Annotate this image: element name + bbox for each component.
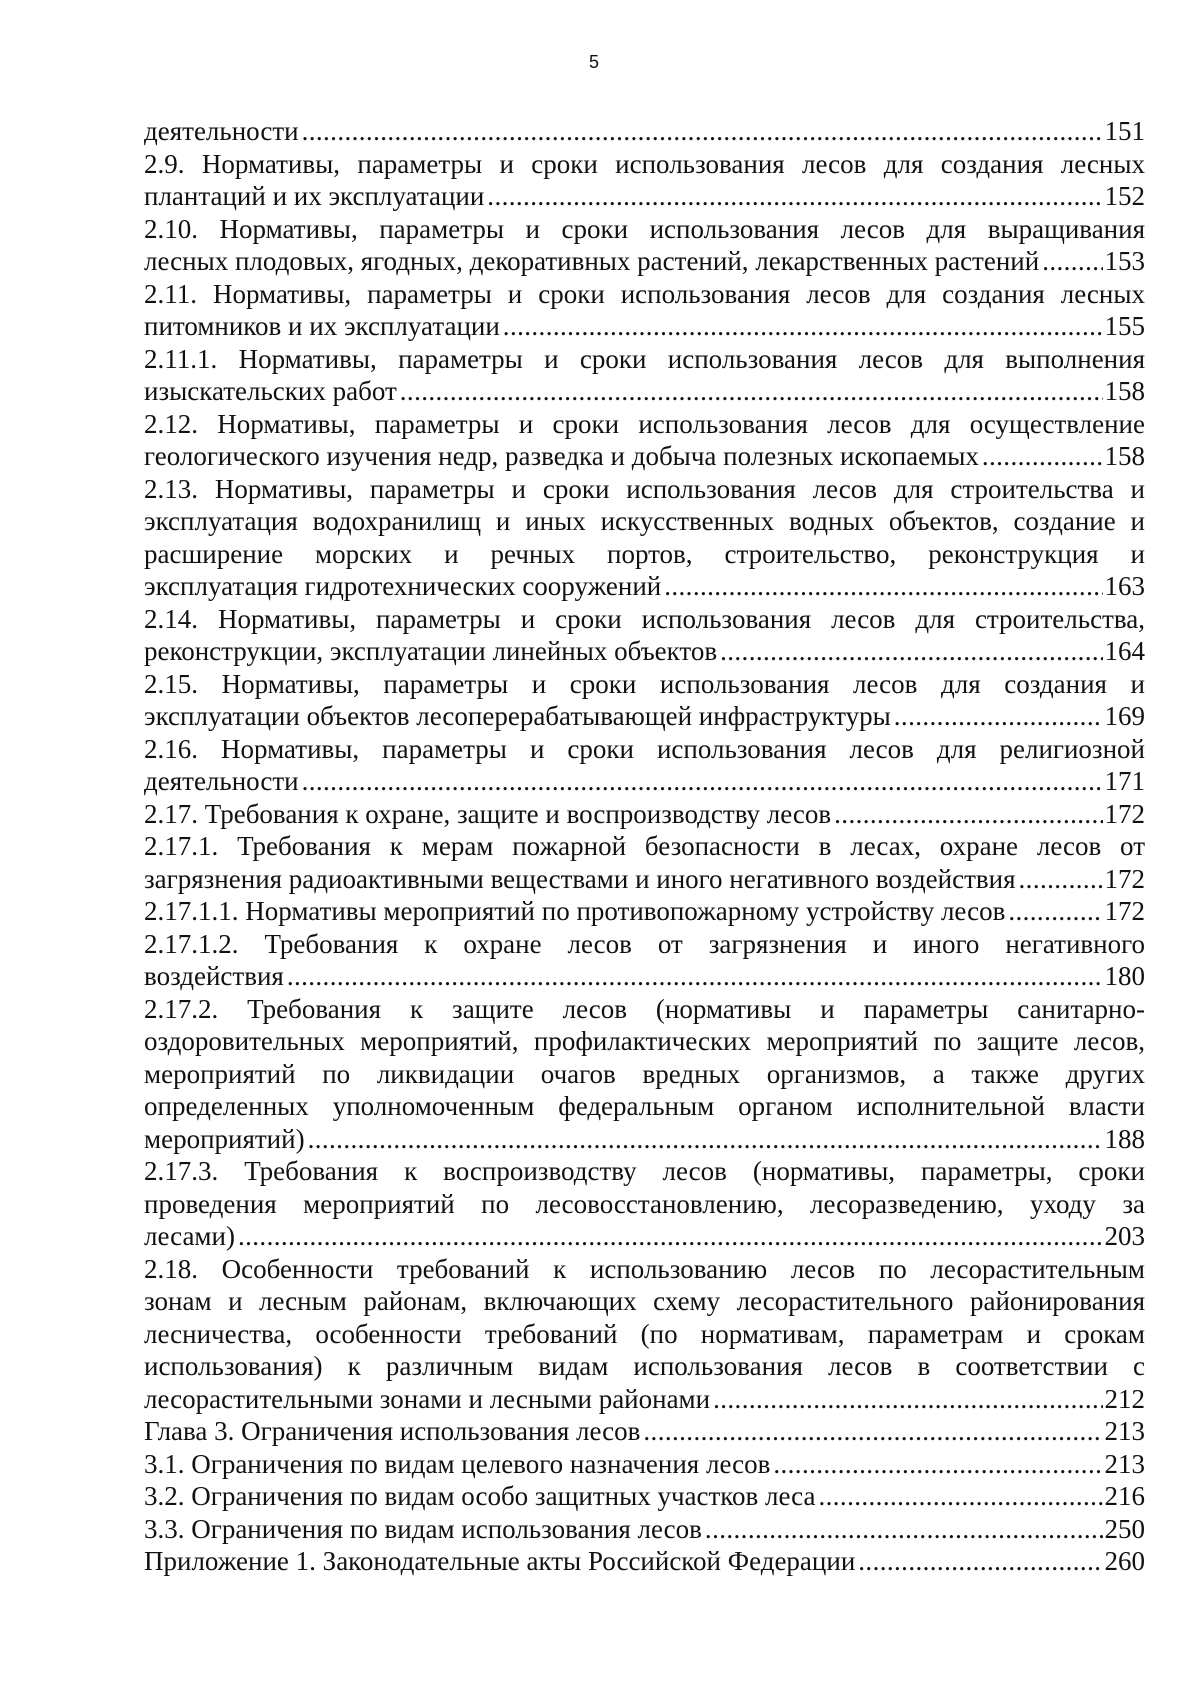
toc-entry-last-line xyxy=(144,895,1145,928)
dot-leader xyxy=(818,1480,1102,1513)
toc-page-number: 213 xyxy=(1104,1448,1145,1479)
toc-entry[interactable] xyxy=(144,1155,1145,1253)
toc-entry-line: определенных уполномоченным федеральным органом исполнительной власти xyxy=(144,1091,1145,1121)
toc-entry-last-line xyxy=(144,1480,1145,1513)
toc-entry-line: 2.17.2. Требования к защите лесов (нормативы и параметры санитарно- xyxy=(144,993,1145,1024)
toc-entry-title: плантаций и их эксплуатации xyxy=(144,181,485,211)
toc-page-number: 158 xyxy=(1104,441,1145,471)
dot-leader xyxy=(1019,863,1103,896)
toc-entry-line: 2.10. Нормативы, параметры и сроки использования лесов для выращивания xyxy=(144,213,1145,244)
dot-leader xyxy=(308,1123,1103,1156)
toc-entry-line: 2.17.3. Требования к воспроизводству лесов (нормативы, параметры, сроки xyxy=(144,1156,1145,1186)
toc-entry-line: мероприятий по ликвидации очагов вредных организмов, а также других xyxy=(144,1058,1145,1089)
toc-entry-last-line xyxy=(144,960,1145,993)
dot-leader xyxy=(894,700,1103,733)
toc-entry-title: Приложение 1. Законодательные акты Российской Федерации xyxy=(144,1546,856,1576)
toc-entry-last-line xyxy=(144,1513,1145,1546)
dot-leader xyxy=(705,1513,1103,1546)
toc-page-number: 172 xyxy=(1104,863,1145,894)
toc-entry-line: 2.16. Нормативы, параметры и сроки использования лесов для религиозной xyxy=(144,733,1145,764)
toc-entry[interactable] xyxy=(144,278,1145,343)
toc-entry-title: загрязнения радиоактивными веществами и иного негативного воздействия xyxy=(144,863,1016,894)
toc-entry-last-line xyxy=(144,375,1145,408)
toc-entry-title: 3.3. Ограничения по видам использования лесов xyxy=(144,1513,702,1544)
toc-page-number: 260 xyxy=(1104,1546,1145,1576)
toc-page-number: 213 xyxy=(1104,1416,1145,1446)
toc-entry-line: 2.18. Особенности требований к использованию лесов по лесорастительным xyxy=(144,1253,1145,1284)
toc-page-number: 169 xyxy=(1104,701,1145,731)
toc-entry[interactable] xyxy=(144,1448,1145,1481)
dot-leader xyxy=(487,180,1102,213)
toc-entry-line: 2.13. Нормативы, параметры и сроки использования лесов для строительства и xyxy=(144,473,1145,504)
toc-entry[interactable] xyxy=(144,603,1145,668)
toc-entry[interactable] xyxy=(144,798,1145,831)
toc-entry-title: деятельности xyxy=(144,116,299,146)
toc-entry-last-line xyxy=(144,180,1145,213)
toc-entry[interactable] xyxy=(144,830,1145,895)
dot-leader xyxy=(643,1415,1102,1448)
toc-page-number: 152 xyxy=(1104,181,1145,211)
toc-page-number: 172 xyxy=(1104,798,1145,829)
toc-page-number: 163 xyxy=(1104,571,1145,601)
toc-entry[interactable] xyxy=(144,408,1145,473)
toc-page-number: 250 xyxy=(1104,1513,1145,1544)
toc-page-number: 151 xyxy=(1104,116,1145,146)
toc-entry-line: зонам и лесным районам, включающих схему лесорастительного районирования xyxy=(144,1286,1145,1316)
toc-entry-line: лесничества, особенности требований (по нормативам, параметрам и срокам xyxy=(144,1318,1145,1349)
dot-leader xyxy=(238,1220,1103,1253)
dot-leader xyxy=(773,1448,1102,1481)
toc-entry-title: реконструкции, эксплуатации линейных объектов xyxy=(144,636,718,666)
toc-entry-last-line xyxy=(144,1415,1145,1448)
toc-entry-last-line xyxy=(144,245,1145,278)
toc-entry-line: 2.15. Нормативы, параметры и сроки использования лесов для создания и xyxy=(144,668,1145,699)
page-number: 5 xyxy=(588,52,599,72)
toc-entry[interactable] xyxy=(144,733,1145,798)
toc-entry[interactable] xyxy=(144,1480,1145,1513)
toc-entry[interactable] xyxy=(144,213,1145,278)
toc-page-number: 216 xyxy=(1104,1481,1145,1511)
toc-entry-last-line xyxy=(144,863,1145,896)
toc-entry-line: 2.17.1. Требования к мерам пожарной безопасности в лесах, охране лесов от xyxy=(144,831,1145,861)
toc-entry-title: изыскательских работ xyxy=(144,376,397,406)
toc-entry-line: 2.9. Нормативы, параметры и сроки использования лесов для создания лесных xyxy=(144,148,1145,179)
toc-entry-title: лесных плодовых, ягодных, декоративных растений, лекарственных растений xyxy=(144,246,1040,276)
toc-page-number: 203 xyxy=(1104,1221,1145,1251)
toc-entry-last-line xyxy=(144,1545,1145,1578)
dot-leader xyxy=(664,570,1102,603)
toc-entry-line: 2.14. Нормативы, параметры и сроки использования лесов для строительства, xyxy=(144,603,1145,634)
toc-entry-line: оздоровительных мероприятий, профилактических мероприятий по защите лесов, xyxy=(144,1026,1145,1056)
dot-leader xyxy=(302,765,1103,798)
dot-leader xyxy=(858,1545,1102,1578)
dot-leader xyxy=(713,1383,1102,1416)
toc-entry[interactable] xyxy=(144,115,1145,148)
toc-entry-last-line xyxy=(144,1448,1145,1481)
toc-entry-title: деятельности xyxy=(144,766,299,796)
table-of-contents xyxy=(144,115,1145,1578)
toc-entry-title: лесорастительными зонами и лесными районами xyxy=(144,1383,711,1414)
toc-entry-title: геологического изучения недр, разведка и добыча полезных ископаемых xyxy=(144,441,979,471)
toc-entry-title: 2.17. Требования к охране, защите и воспроизводству лесов xyxy=(144,798,832,829)
toc-entry-line: использования) к различным видам использования лесов в соответствии с xyxy=(144,1351,1145,1381)
toc-entry-title: Глава 3. Ограничения использования лесов xyxy=(144,1416,641,1446)
toc-entry-line: 2.11.1. Нормативы, параметры и сроки использования лесов для выполнения xyxy=(144,343,1145,374)
dot-leader xyxy=(834,798,1102,831)
toc-entry-title: мероприятий) xyxy=(144,1123,305,1154)
toc-page-number: 153 xyxy=(1104,246,1145,276)
toc-entry[interactable] xyxy=(144,895,1145,928)
toc-entry-last-line xyxy=(144,440,1145,473)
toc-entry-title: лесами) xyxy=(144,1221,235,1251)
toc-page-number: 172 xyxy=(1104,896,1145,926)
toc-entry[interactable] xyxy=(144,928,1145,993)
toc-entry[interactable] xyxy=(144,1545,1145,1578)
toc-entry-last-line xyxy=(144,1383,1145,1416)
dot-leader xyxy=(720,635,1102,668)
toc-page-number: 212 xyxy=(1104,1383,1145,1414)
toc-entry-line: расширение морских и речных портов, строительство, реконструкция и xyxy=(144,538,1145,569)
toc-entry-last-line xyxy=(144,798,1145,831)
toc-entry-last-line xyxy=(144,1123,1145,1156)
toc-entry-line: 2.12. Нормативы, параметры и сроки использования лесов для осуществление xyxy=(144,408,1145,439)
toc-entry-last-line xyxy=(144,700,1145,733)
toc-page-number: 188 xyxy=(1104,1123,1145,1154)
toc-page-number: 171 xyxy=(1104,766,1145,796)
toc-entry[interactable] xyxy=(144,148,1145,213)
toc-entry-title: эксплуатации объектов лесоперерабатывающей инфраструктуры xyxy=(144,701,891,731)
toc-entry-title: 2.17.1.1. Нормативы мероприятий по противопожарному устройству лесов xyxy=(144,896,1006,926)
toc-entry[interactable] xyxy=(144,343,1145,408)
dot-leader xyxy=(302,115,1103,148)
toc-entry[interactable] xyxy=(144,1415,1145,1448)
toc-entry-last-line xyxy=(144,570,1145,603)
toc-entry-title: эксплуатация гидротехнических сооружений xyxy=(144,571,662,601)
toc-page-number: 164 xyxy=(1104,636,1145,666)
toc-entry[interactable] xyxy=(144,993,1145,1156)
dot-leader xyxy=(1008,895,1102,928)
toc-entry[interactable] xyxy=(144,473,1145,603)
toc-entry[interactable] xyxy=(144,1253,1145,1416)
toc-entry-last-line xyxy=(144,1220,1145,1253)
toc-entry-line: 2.11. Нормативы, параметры и сроки использования лесов для создания лесных xyxy=(144,278,1145,309)
dot-leader xyxy=(287,960,1103,993)
toc-entry-line: проведения мероприятий по лесовосстановлению, лесоразведению, уходу за xyxy=(144,1188,1145,1219)
toc-entry-title: питомников и их эксплуатации xyxy=(144,311,500,341)
toc-entry-last-line xyxy=(144,115,1145,148)
toc-page-number: 180 xyxy=(1104,961,1145,991)
toc-entry-last-line xyxy=(144,310,1145,343)
toc-entry-last-line xyxy=(144,635,1145,668)
toc-entry[interactable] xyxy=(144,668,1145,733)
toc-page-number: 155 xyxy=(1104,311,1145,341)
toc-entry-title: 3.1. Ограничения по видам целевого назначения лесов xyxy=(144,1448,771,1479)
toc-entry-title: воздействия xyxy=(144,961,284,991)
toc-entry[interactable] xyxy=(144,1513,1145,1546)
dot-leader xyxy=(982,440,1103,473)
toc-entry-line: эксплуатация водохранилищ и иных искусственных водных объектов, создание и xyxy=(144,506,1145,536)
toc-page-number: 158 xyxy=(1104,376,1145,406)
toc-entry-title: 3.2. Ограничения по видам особо защитных участков леса xyxy=(144,1481,816,1511)
toc-entry-last-line xyxy=(144,765,1145,798)
dot-leader xyxy=(1042,245,1102,278)
dot-leader xyxy=(400,375,1103,408)
dot-leader xyxy=(503,310,1103,343)
toc-entry-line: 2.17.1.2. Требования к охране лесов от загрязнения и иного негативного xyxy=(144,928,1145,959)
